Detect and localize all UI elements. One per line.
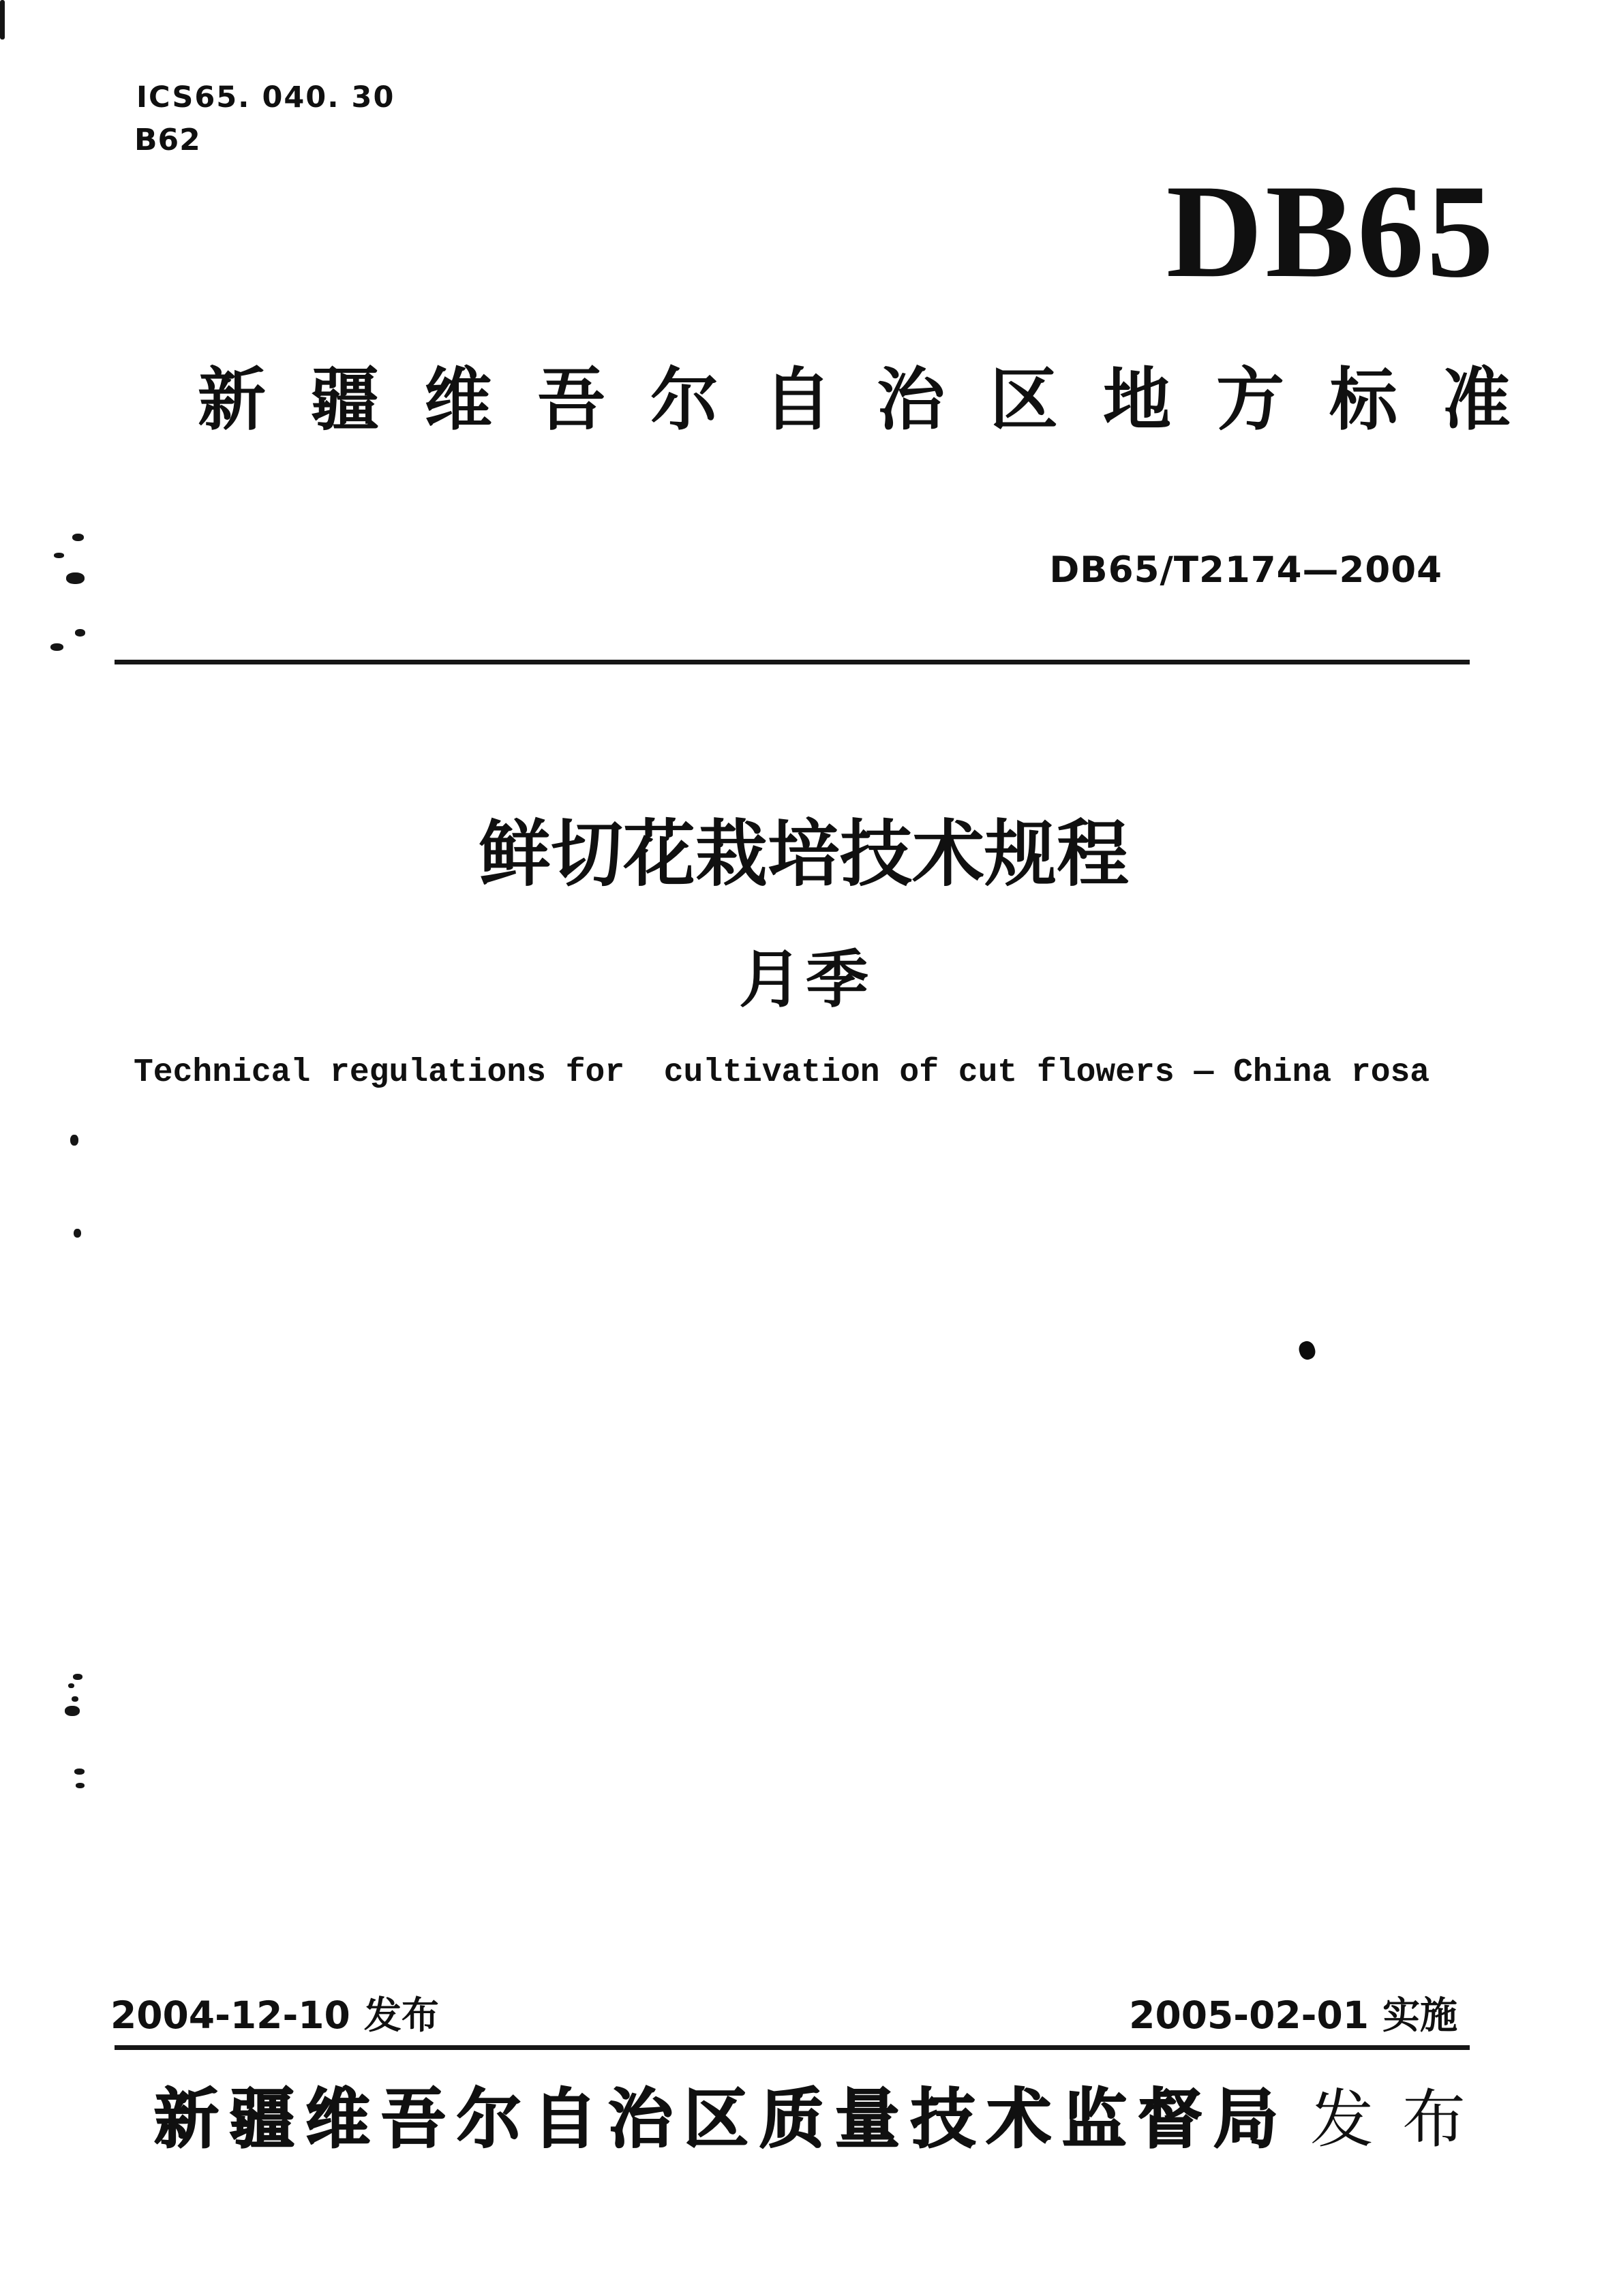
- top-divider-rule: [115, 660, 1470, 664]
- implementation-date: 2005-02-01: [1129, 1993, 1369, 2037]
- document-title-chinese: 鲜切花栽培技术规程: [479, 812, 1129, 896]
- ink-speck: [50, 643, 63, 651]
- ink-speck: [75, 629, 85, 637]
- issue-date: 2004-12-10: [110, 1993, 350, 2037]
- standard-number: DB65/T2174—2004: [1049, 549, 1442, 591]
- classification-code: B62: [134, 123, 201, 157]
- scan-edge-artifact: [0, 0, 5, 40]
- ink-speck: [68, 1683, 74, 1688]
- document-title-english: Technical regulations for cultivation of cut flowers — China rosa: [134, 1054, 1430, 1091]
- standard-body-name: 新疆维吾尔自治区地方标准: [198, 360, 1556, 440]
- ics-code: ICS65. 040. 30: [136, 80, 395, 114]
- implementation-label: 实施: [1382, 1993, 1457, 2037]
- publisher-name: 新疆维吾尔自治区质量技术监督局: [154, 2082, 1290, 2157]
- ink-speck: [73, 1674, 82, 1680]
- implementation-date-row: [1129, 1994, 1457, 2037]
- ink-dot-artifact: [1297, 1339, 1317, 1362]
- ink-speck: [72, 534, 84, 541]
- db-standard-logo: DB65: [1166, 157, 1496, 305]
- ink-speck: [74, 1769, 85, 1775]
- issue-date-row: [110, 1994, 439, 2037]
- ink-speck: [72, 1696, 78, 1702]
- ink-speck: [65, 1706, 80, 1716]
- ink-speck: [54, 553, 64, 558]
- publisher-footer: [154, 2082, 1494, 2157]
- ink-speck: [66, 572, 85, 584]
- ink-speck: [76, 1783, 85, 1788]
- ink-speck: [70, 1135, 78, 1146]
- document-subtitle-chinese: 月季: [739, 943, 873, 1016]
- ink-speck: [74, 1229, 81, 1238]
- publisher-action-label: 发布: [1310, 2083, 1494, 2156]
- issue-label: 发布: [363, 1993, 439, 2037]
- bottom-divider-rule: [115, 2045, 1470, 2050]
